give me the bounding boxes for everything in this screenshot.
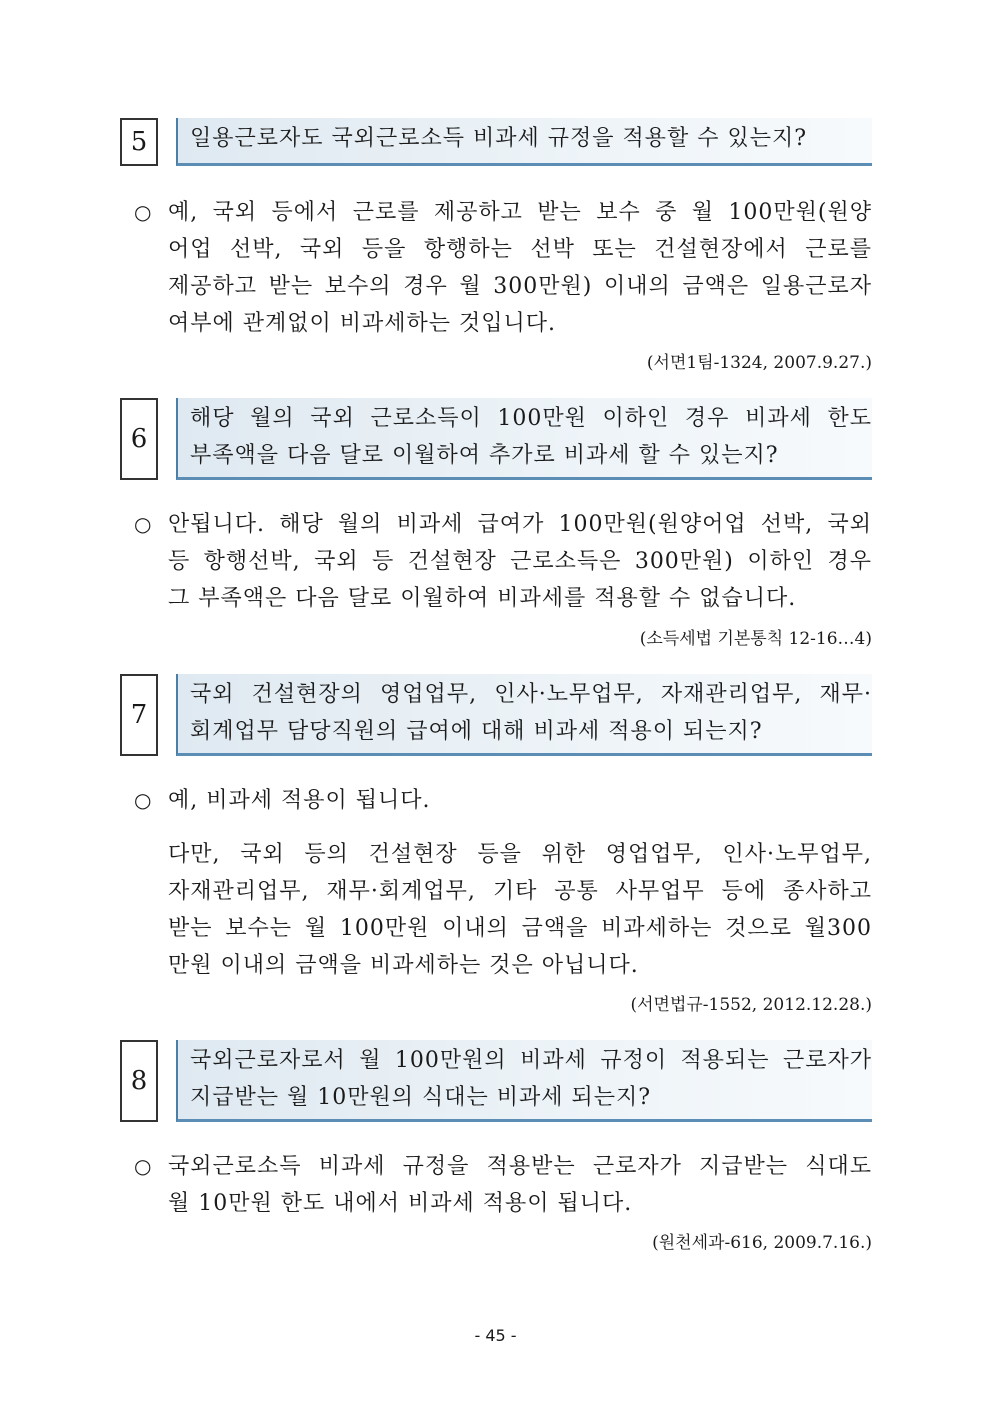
question-line: 부족액을 다음 달로 이월하여 추가로 비과세 할 수 있는지? [190,443,779,468]
answer-line: ○ 안됩니다. 해당 월의 비과세 급여가 100만원(원양어업 선박, 국외 [134,506,872,543]
answer-line: 등 항행선박, 국외 등 건설현장 근로소득은 300만원) 이하인 경우 [168,549,872,574]
answer [134,1148,872,1222]
question-line: 국외근로자로서 월 100만원의 비과세 규정이 적용되는 근로자가 [190,1048,872,1073]
question-text [176,674,872,756]
answer [134,506,872,617]
question-line: 지급받는 월 10만원의 식대는 비과세 되는지? [190,1085,652,1110]
source-citation: (서면1팀-1324, 2007.9.27.) [646,353,872,373]
question-number: 7 [120,674,158,756]
answer-line: 만원 이내의 금액을 비과세하는 것은 아닙니다. [168,953,639,978]
bullet-icon: ○ [134,788,153,812]
question-number: 8 [120,1040,158,1122]
answer-line: ○ 예, 비과세 적용이 됩니다. [134,782,872,819]
source-citation: (소득세법 기본통칙 12-16…4) [639,629,872,649]
answer-line: ○ 예, 국외 등에서 근로를 제공하고 받는 보수 중 월 100만원(원양 [134,194,872,231]
source-citation: (서면법규-1552, 2012.12.28.) [630,995,872,1015]
answer-line: 어업 선박, 국외 등을 항행하는 선박 또는 건설현장에서 근로를 [168,237,872,262]
answer-line: 받는 보수는 월 100만원 이내의 금액을 비과세하는 것으로 월300 [168,916,872,941]
question-line: 국외 건설현장의 영업업무, 인사·노무업무, 자재관리업무, 재무· [190,682,872,707]
answer-line: 월 10만원 한도 내에서 비과세 적용이 됩니다. [168,1191,633,1216]
answer-line: 그 부족액은 다음 달로 이월하여 비과세를 적용할 수 없습니다. [168,586,797,611]
answer-line: 다만, 국외 등의 건설현장 등을 위한 영업업무, 인사·노무업무, [168,842,872,867]
answer [134,194,872,342]
bullet-icon: ○ [134,512,153,536]
bullet-icon: ○ [134,1154,153,1178]
answer-line: 제공하고 받는 보수의 경우 월 300만원) 이내의 금액은 일용근로자 [168,274,872,299]
answer-line: ○ 국외근로소득 비과세 규정을 적용받는 근로자가 지급받는 식대도 [134,1148,872,1185]
question-text [176,118,872,166]
question-line: 일용근로자도 국외근로소득 비과세 규정을 적용할 수 있는지? [190,126,808,151]
question-line: 회계업무 담당직원의 급여에 대해 비과세 적용이 되는지? [190,719,763,744]
answer-extra [134,836,872,984]
page-number: - 45 - [474,1326,517,1345]
question-number: 5 [120,118,158,166]
question-number: 6 [120,398,158,480]
answer-line: 자재관리업무, 재무·회계업무, 기타 공통 사무업무 등에 종사하고 [168,879,872,904]
source-citation: (원천세과-616, 2009.7.16.) [652,1233,872,1253]
answer [134,782,872,819]
answer-line: 여부에 관계없이 비과세하는 것입니다. [168,311,557,336]
question-line: 해당 월의 국외 근로소득이 100만원 이하인 경우 비과세 한도 [190,406,872,431]
bullet-icon: ○ [134,200,153,224]
question-text [176,398,872,480]
question-text [176,1040,872,1122]
